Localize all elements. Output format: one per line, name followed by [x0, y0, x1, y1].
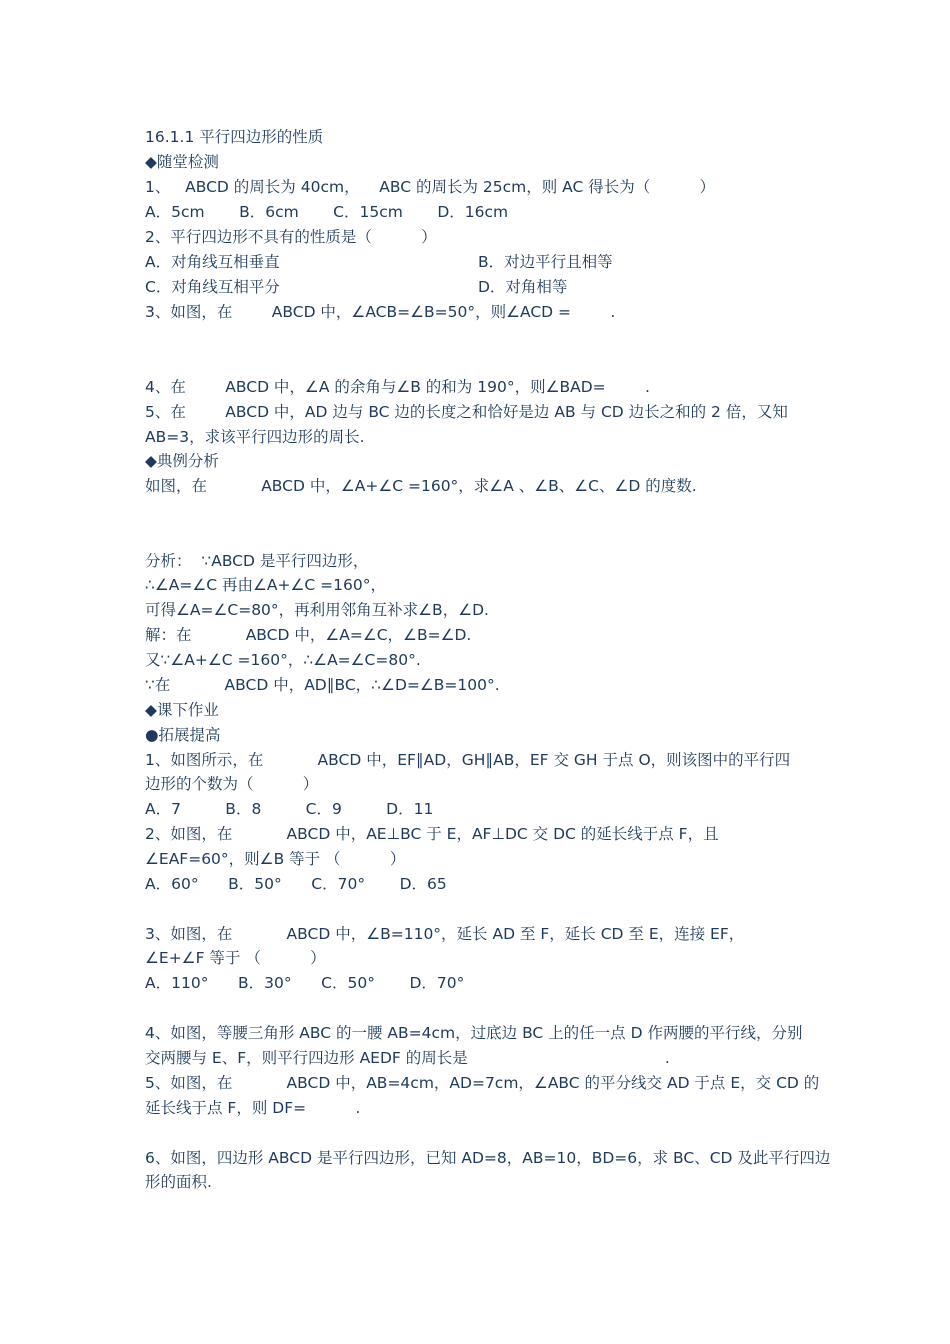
section-heading-homework: ◆课下作业 — [145, 701, 219, 719]
homework-q3-options: A．110° B．30° C．50° D．70° — [145, 974, 465, 992]
homework-q5-line2: 延长线于点 F，则 DF= . — [145, 1099, 361, 1117]
quiz-q2: 2、平行四边形不具有的性质是（ ） — [145, 228, 437, 246]
page-title: 16.1.1 平行四边形的性质 — [145, 128, 324, 146]
homework-q1-line2: 边形的个数为（ ） — [145, 775, 319, 793]
homework-q1-line1: 1、如图所示，在 ABCD 中，EF∥AD，GH∥AB，EF 交 GH 于点 O，则该图中的平行四 — [145, 751, 791, 769]
quiz-q2-option-a: A．对角线互相垂直 — [145, 253, 280, 271]
homework-q3-line1: 3、如图，在 ABCD 中，∠B=110°，延长 AD 至 F，延长 CD 至 E，连接 EF， — [145, 925, 745, 943]
example-problem: 如图，在 ABCD 中，∠A+∠C =160°，求∠A 、∠B、∠C、∠D 的度数. — [145, 477, 697, 495]
homework-q6-line1: 6、如图，四边形 ABCD 是平行四边形，已知 AD=8，AB=10，BD=6，求 BC、CD 及此平行四边 — [145, 1149, 831, 1167]
example-analysis-2: ∴∠A=∠C 再由∠A+∠C =160°， — [145, 576, 386, 594]
homework-q2-line2: ∠EAF=60°，则∠B 等于 （ ） — [145, 850, 406, 868]
quiz-q2-option-d: D．对角相等 — [478, 278, 568, 296]
homework-q2-line1: 2、如图，在 ABCD 中，AE⊥BC 于 E，AF⊥DC 交 DC 的延长线于点 F，且 — [145, 825, 719, 843]
homework-q4-line1: 4、如图，等腰三角形 ABC 的一腰 AB=4cm，过底边 BC 上的任一点 D 作两腰的平行线，分别 — [145, 1024, 803, 1042]
example-analysis-3: 可得∠A=∠C=80°，再利用邻角互补求∠B，∠D. — [145, 601, 489, 619]
quiz-q4: 4、在 ABCD 中，∠A 的余角与∠B 的和为 190°，则∠BAD= . — [145, 378, 650, 396]
homework-q1-options: A．7 B．8 C．9 D．11 — [145, 800, 434, 818]
homework-q5-line1: 5、如图，在 ABCD 中，AB=4cm，AD=7cm，∠ABC 的平分线交 AD 于点 E，交 CD 的 — [145, 1074, 820, 1092]
example-analysis-1: 分析： ∵ABCD 是平行四边形， — [145, 552, 369, 570]
section-heading-quiz: ◆随堂检测 — [145, 153, 219, 171]
quiz-q3: 3、如图，在 ABCD 中，∠ACB=∠B=50°，则∠ACD = . — [145, 303, 616, 321]
quiz-q2-option-b: B．对边平行且相等 — [478, 253, 613, 271]
homework-q2-options: A．60° B．50° C．70° D．65 — [145, 875, 447, 893]
section-heading-example: ◆典例分析 — [145, 452, 219, 470]
example-solution-1: 解：在 ABCD 中，∠A=∠C，∠B=∠D. — [145, 626, 472, 644]
quiz-q1: 1、 ABCD 的周长为 40cm， ABC 的周长为 25cm，则 AC 得长为（ ） — [145, 178, 716, 196]
quiz-q1-options: A．5cm B．6cm C．15cm D．16cm — [145, 203, 509, 221]
homework-q3-line2: ∠E+∠F 等于 （ ） — [145, 949, 326, 967]
section-heading-extend: ●拓展提高 — [145, 726, 221, 744]
homework-q4-line2: 交两腰与 E、F，则平行四边形 AEDF 的周长是 . — [145, 1049, 670, 1067]
quiz-q5-line2: AB=3，求该平行四边形的周长. — [145, 428, 365, 446]
example-solution-2: 又∵∠A+∠C =160°，∴∠A=∠C=80°. — [145, 651, 421, 669]
example-solution-3: ∵在 ABCD 中，AD∥BC，∴∠D=∠B=100°. — [145, 676, 500, 694]
homework-q6-line2: 形的面积. — [145, 1173, 212, 1191]
quiz-q5-line1: 5、在 ABCD 中，AD 边与 BC 边的长度之和恰好是边 AB 与 CD 边长之和的 2 倍，又知 — [145, 403, 788, 421]
quiz-q2-option-c: C．对角线互相平分 — [145, 278, 280, 296]
